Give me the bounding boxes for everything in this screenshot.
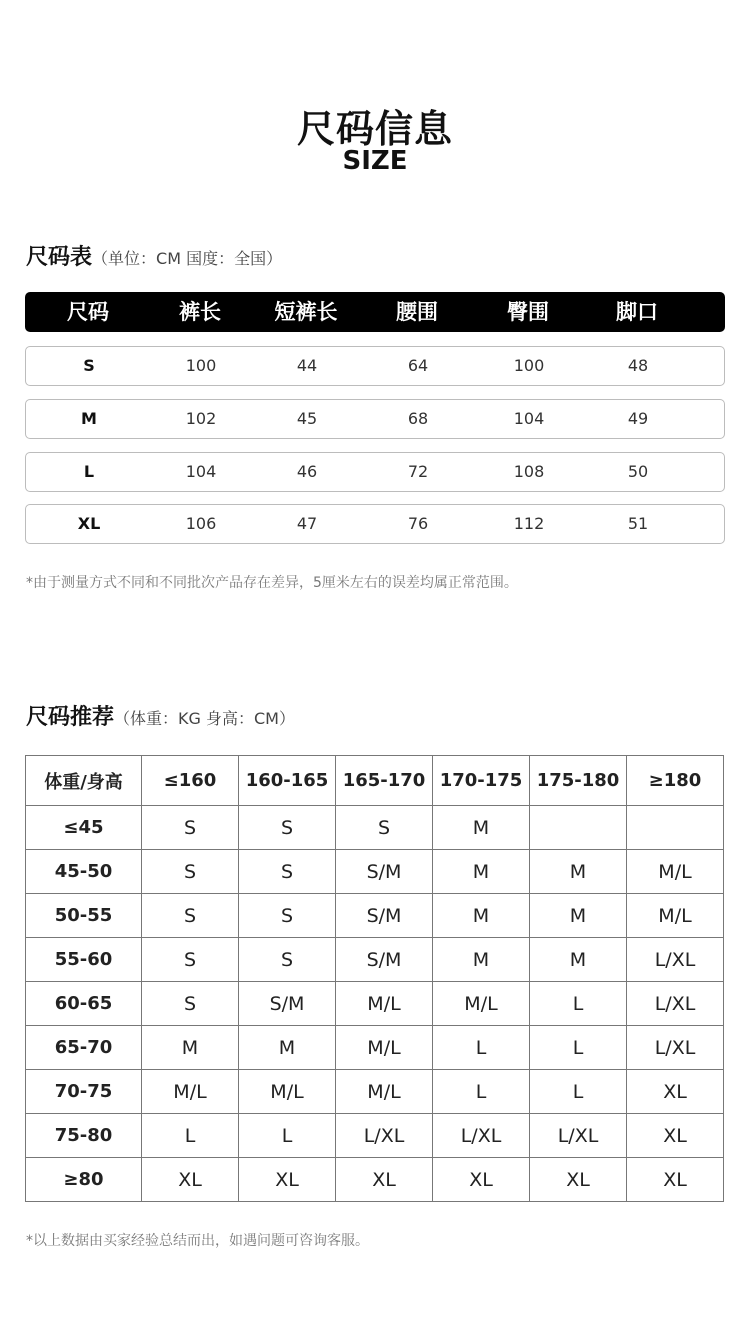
recommended-size-cell: M [239, 1026, 336, 1070]
recommended-size-cell: M/L [239, 1070, 336, 1114]
height-range-header: 170-175 [433, 756, 530, 806]
size-value: 104 [513, 409, 545, 428]
recommended-size-cell: XL [336, 1158, 433, 1202]
recommended-size-cell [627, 806, 724, 850]
recommendation-title: 尺码推荐 [26, 705, 115, 730]
size-value: 106 [185, 514, 217, 533]
size-value: 76 [407, 514, 429, 533]
recommendation-heading [26, 700, 295, 731]
recommended-size-cell: S [239, 806, 336, 850]
column-header-size: 尺码 [67, 300, 109, 324]
weight-range-cell: 55-60 [26, 938, 142, 982]
column-header-hip: 臀围 [507, 300, 549, 324]
size-value: 47 [296, 514, 318, 533]
recommended-size-cell: L [433, 1070, 530, 1114]
size-value: 48 [627, 356, 649, 375]
recommended-size-cell: L/XL [627, 938, 724, 982]
size-value: 44 [296, 356, 318, 375]
size-value: 68 [407, 409, 429, 428]
recommended-size-cell: L/XL [627, 982, 724, 1026]
recommended-size-cell: S [239, 894, 336, 938]
recommended-size-cell: S [142, 850, 239, 894]
size-value: 100 [513, 356, 545, 375]
size-chart-heading [26, 240, 282, 271]
size-label: XL [77, 514, 101, 533]
recommendation-row [26, 1158, 724, 1202]
recommended-size-cell: S/M [336, 938, 433, 982]
recommended-size-cell: L [239, 1114, 336, 1158]
recommended-size-cell: S [239, 938, 336, 982]
recommended-size-cell: M/L [336, 982, 433, 1026]
page-title: 尺码信息 [296, 107, 453, 151]
recommended-size-cell: S [142, 982, 239, 1026]
weight-range-cell: 65-70 [26, 1026, 142, 1070]
size-value: 46 [296, 462, 318, 481]
weight-range-cell: 75-80 [26, 1114, 142, 1158]
size-value: 50 [627, 462, 649, 481]
size-value: 72 [407, 462, 429, 481]
size-value: 112 [513, 514, 545, 533]
weight-height-header: 体重/身高 [26, 756, 142, 806]
height-range-header: 165-170 [336, 756, 433, 806]
recommended-size-cell: XL [239, 1158, 336, 1202]
recommended-size-cell: S/M [336, 894, 433, 938]
recommended-size-cell: M [433, 806, 530, 850]
recommended-size-cell: L [530, 1070, 627, 1114]
recommended-size-cell: L [530, 982, 627, 1026]
recommended-size-cell: L/XL [336, 1114, 433, 1158]
recommended-size-cell: L [530, 1026, 627, 1070]
recommendation-table [25, 755, 724, 1202]
height-range-header: 175-180 [530, 756, 627, 806]
size-row [25, 504, 725, 544]
size-value: 64 [407, 356, 429, 375]
height-range-header: ≤160 [142, 756, 239, 806]
size-chart-header [25, 292, 725, 332]
recommended-size-cell: XL [530, 1158, 627, 1202]
size-value: 104 [185, 462, 217, 481]
recommended-size-cell: M [433, 894, 530, 938]
recommended-size-cell: S/M [336, 850, 433, 894]
size-chart-note: *由于测量方式不同和不同批次产品存在差异，5厘米左右的误差均属正常范围。 [26, 575, 518, 591]
recommended-size-cell: XL [433, 1158, 530, 1202]
recommended-size-cell: M [433, 938, 530, 982]
weight-range-cell: 70-75 [26, 1070, 142, 1114]
size-value: 45 [296, 409, 318, 428]
size-label: S [83, 356, 95, 375]
size-value: 108 [513, 462, 545, 481]
weight-range-cell: 50-55 [26, 894, 142, 938]
recommended-size-cell: M [530, 850, 627, 894]
recommended-size-cell: M [142, 1026, 239, 1070]
recommended-size-cell: M [433, 850, 530, 894]
recommendation-row [26, 1114, 724, 1158]
recommended-size-cell: XL [627, 1070, 724, 1114]
column-header-pants-length: 裤长 [179, 300, 221, 324]
recommendation-row [26, 850, 724, 894]
size-value: 102 [185, 409, 217, 428]
recommended-size-cell: M/L [336, 1026, 433, 1070]
recommended-size-cell: L/XL [433, 1114, 530, 1158]
recommendation-row [26, 982, 724, 1026]
recommended-size-cell: L/XL [530, 1114, 627, 1158]
recommended-size-cell: S [142, 938, 239, 982]
size-chart-title: 尺码表 [26, 245, 93, 270]
recommended-size-cell: L/XL [627, 1026, 724, 1070]
recommended-size-cell: XL [627, 1158, 724, 1202]
size-label: M [81, 409, 97, 428]
column-header-shorts-length: 短裤长 [274, 300, 338, 324]
weight-range-cell: 60-65 [26, 982, 142, 1026]
recommendation-row [26, 1070, 724, 1114]
recommended-size-cell: M/L [142, 1070, 239, 1114]
recommended-size-cell: S [336, 806, 433, 850]
weight-range-cell: ≥80 [26, 1158, 142, 1202]
size-label: L [83, 462, 95, 481]
recommended-size-cell: M [530, 894, 627, 938]
recommendation-row [26, 1026, 724, 1070]
recommendation-row [26, 806, 724, 850]
recommended-size-cell: M/L [336, 1070, 433, 1114]
recommendation-header-row [26, 756, 724, 806]
size-chart-subtitle: （单位：CM 国度：全国） [92, 249, 283, 268]
recommended-size-cell: S/M [239, 982, 336, 1026]
recommended-size-cell: M/L [627, 894, 724, 938]
recommended-size-cell: XL [142, 1158, 239, 1202]
size-row [25, 399, 725, 439]
recommended-size-cell: M/L [433, 982, 530, 1026]
recommended-size-cell: S [142, 806, 239, 850]
height-range-header: 160-165 [239, 756, 336, 806]
weight-range-cell: ≤45 [26, 806, 142, 850]
size-row [25, 346, 725, 386]
height-range-header: ≥180 [627, 756, 724, 806]
recommended-size-cell: M/L [627, 850, 724, 894]
column-header-hem: 脚口 [616, 300, 658, 324]
size-value: 49 [627, 409, 649, 428]
recommended-size-cell: XL [627, 1114, 724, 1158]
weight-range-cell: 45-50 [26, 850, 142, 894]
recommendation-subtitle: （体重：KG 身高：CM） [114, 709, 295, 728]
column-header-waist: 腰围 [396, 300, 438, 324]
recommended-size-cell: L [433, 1026, 530, 1070]
recommended-size-cell: M [530, 938, 627, 982]
size-row [25, 452, 725, 492]
recommended-size-cell [530, 806, 627, 850]
recommended-size-cell: L [142, 1114, 239, 1158]
recommendation-note: *以上数据由买家经验总结而出，如遇问题可咨询客服。 [26, 1233, 369, 1249]
recommended-size-cell: S [239, 850, 336, 894]
page-subtitle: SIZE [342, 146, 408, 176]
recommended-size-cell: S [142, 894, 239, 938]
size-value: 51 [627, 514, 649, 533]
size-value: 100 [185, 356, 217, 375]
recommendation-row [26, 894, 724, 938]
recommendation-row [26, 938, 724, 982]
